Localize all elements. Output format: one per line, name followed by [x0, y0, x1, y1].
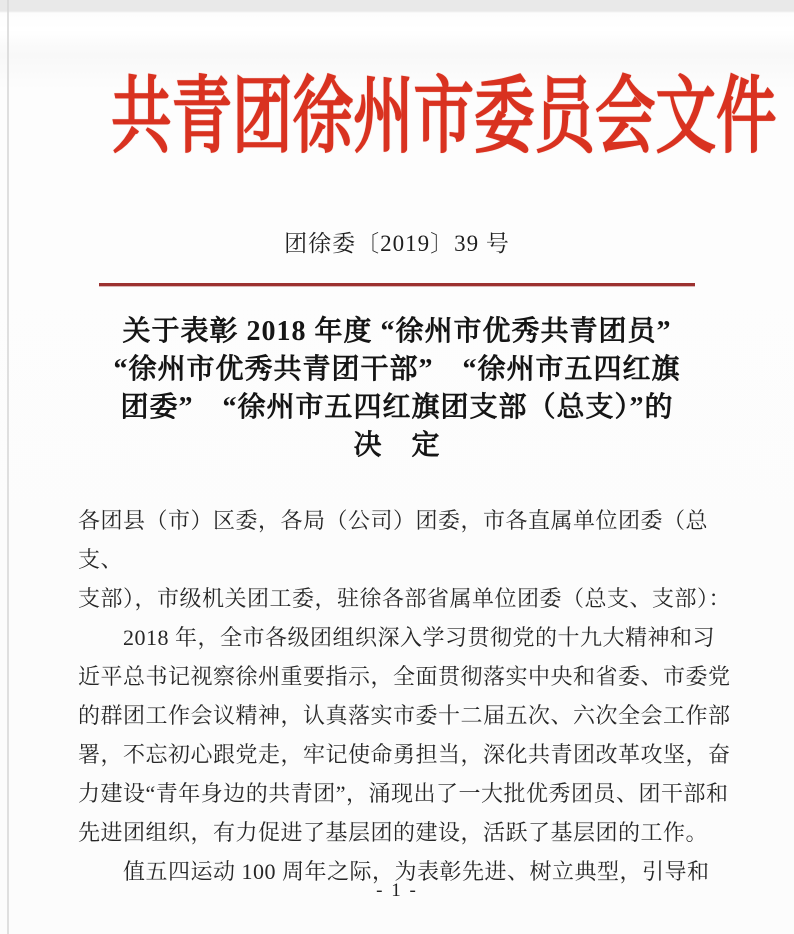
- document-number: 团徐委〔2019〕39 号: [284, 231, 510, 256]
- document-title: [0, 313, 794, 465]
- body-line-paragraph: 的群团工作会议精神，认真落实市委十二届五次、六次全会工作部: [78, 703, 731, 728]
- document-body: [78, 501, 748, 891]
- body-line-recipients-2: 支部），市级机关团工委，驻徐各部省属单位团委（总支、支部）：: [78, 586, 732, 611]
- document-header-org-title: 共青团徐州市委员会文件: [111, 71, 777, 164]
- body-line-paragraph: 2018 年，全市各级团组织深入学习贯彻党的十九大精神和习: [78, 625, 716, 650]
- body-line-paragraph: 力建设“青年身边的共青团”，涌现出了一大批优秀团员、团干部和: [78, 781, 729, 806]
- document-title-line-2: “徐州市优秀共青团干部” “徐州市五四红旗: [113, 354, 681, 385]
- body-line-recipients-1: 各团县（市）区委，各局（公司）团委，市各直属单位团委（总支、: [78, 508, 709, 572]
- body-line-paragraph: 署，不忘初心跟党走，牢记使命勇担当，深化共青团改革攻坚，奋: [78, 742, 731, 767]
- page-number: - 1 -: [376, 880, 418, 901]
- body-line-paragraph: 值五四运动 100 周年之际，为表彰先进、树立典型，引导和: [78, 859, 710, 884]
- document-title-line-3: 团委” “徐州市五四红旗团支部（总支）”的: [120, 392, 674, 423]
- document-title-line-4: 决 定: [353, 430, 441, 461]
- body-line-paragraph: 近平总书记视察徐州重要指示，全面贯彻落实中央和省委、市委党: [78, 664, 731, 689]
- red-separator-rule: [99, 283, 695, 286]
- scan-left-edge-artifact: [7, 0, 9, 934]
- document-title-line-1: 关于表彰 2018 年度 “徐州市优秀共青团员”: [122, 316, 672, 347]
- body-line-paragraph: 先进团组织，有力促进了基层团的建设，活跃了基层团的工作。: [78, 820, 709, 845]
